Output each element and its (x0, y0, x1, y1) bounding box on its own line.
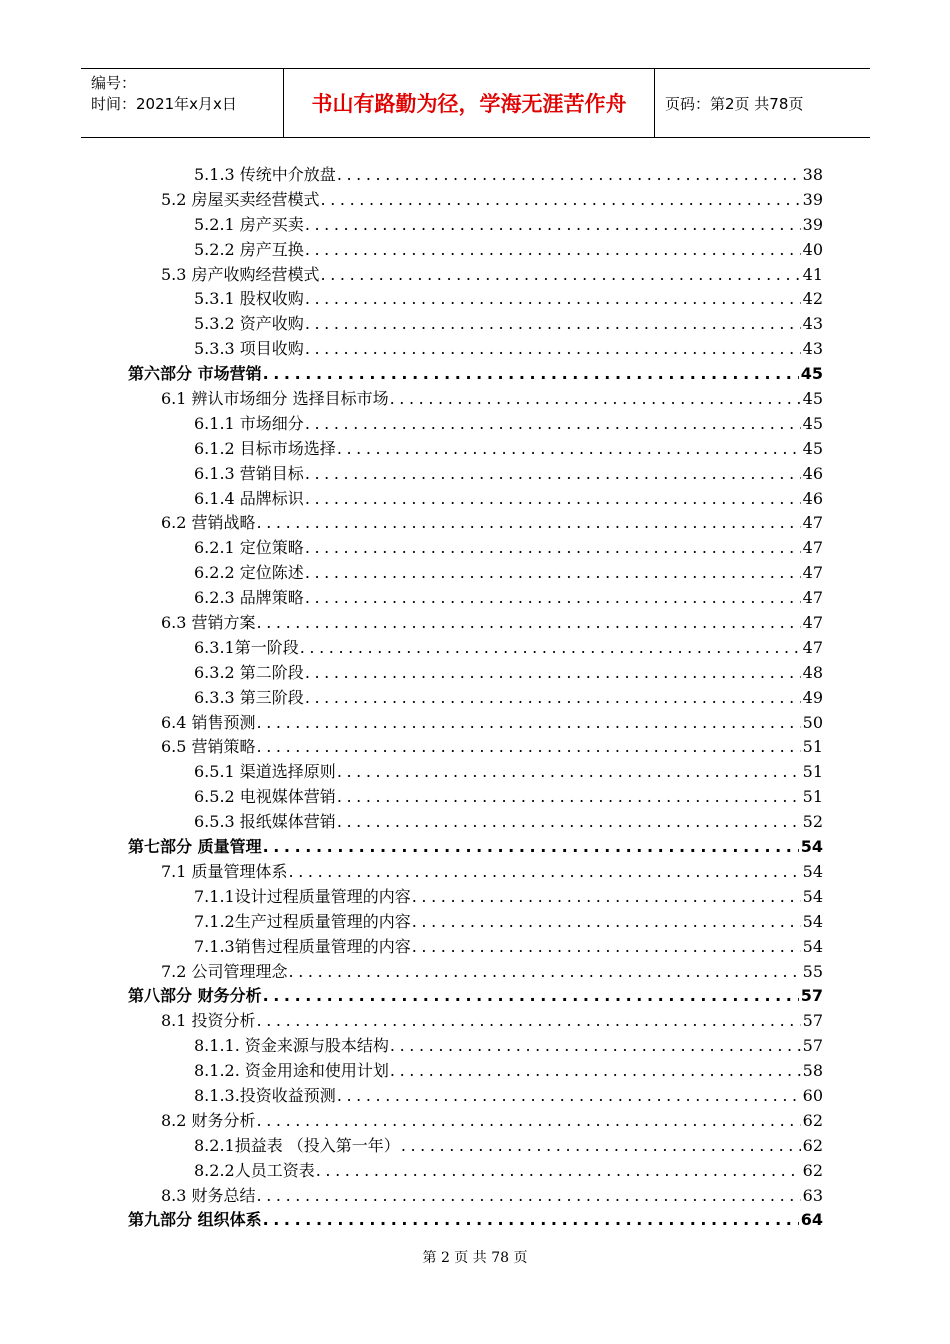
toc-dot-leader (257, 1186, 801, 1205)
toc-dot-leader (257, 613, 801, 632)
toc-entry[interactable] (128, 361, 823, 386)
toc-dot-leader (305, 339, 801, 358)
toc-entry[interactable] (128, 1083, 823, 1108)
toc-entry-title: 8.1 投资分析 (161, 1011, 256, 1031)
toc-entry-title: 5.3.2 资产收购 (194, 314, 304, 334)
toc-entry[interactable] (128, 1207, 823, 1232)
toc-dot-leader (390, 1061, 801, 1080)
toc-entry-page: 43 (802, 339, 823, 359)
toc-entry-page: 40 (802, 239, 823, 259)
toc-entry-page: 46 (802, 463, 823, 483)
toc-entry[interactable] (128, 734, 823, 759)
toc-entry-page: 47 (802, 637, 823, 657)
toc-entry-title: 8.1.1. 资金来源与股本结构 (194, 1036, 389, 1056)
toc-dot-leader (390, 389, 801, 408)
toc-entry-title: 8.2.1损益表 （投入第一年） (194, 1135, 400, 1155)
toc-entry[interactable] (128, 983, 823, 1008)
toc-dot-leader (257, 1111, 801, 1130)
toc-entry[interactable] (128, 1008, 823, 1033)
toc-entry-title: 7.1.1设计过程质量管理的内容 (194, 886, 411, 906)
toc-entry[interactable] (128, 411, 823, 436)
toc-dot-leader (305, 588, 801, 607)
toc-dot-leader (257, 713, 801, 732)
toc-entry-title: 6.1.2 目标市场选择 (194, 438, 336, 458)
toc-entry-title: 第八部分 财务分析 (128, 986, 262, 1006)
toc-entry-title: 7.1.3销售过程质量管理的内容 (194, 936, 411, 956)
toc-entry-title: 5.3.1 股权收购 (194, 289, 304, 309)
toc-entry[interactable] (128, 585, 823, 610)
toc-entry[interactable] (128, 237, 823, 262)
toc-entry-page: 52 (802, 812, 823, 832)
toc-entry[interactable] (128, 336, 823, 361)
toc-dot-leader (289, 862, 801, 881)
toc-entry-page: 39 (802, 214, 823, 234)
toc-entry[interactable] (128, 212, 823, 237)
toc-entry[interactable] (128, 535, 823, 560)
toc-entry[interactable] (128, 162, 823, 187)
toc-dot-leader (321, 265, 801, 284)
toc-entry-page: 62 (802, 1110, 823, 1130)
toc-entry-title: 7.1.2生产过程质量管理的内容 (194, 911, 411, 931)
toc-entry-page: 42 (802, 289, 823, 309)
toc-dot-leader (390, 1036, 801, 1055)
toc-dot-leader (305, 215, 801, 234)
page-header (81, 68, 870, 138)
toc-entry-title: 8.1.2. 资金用途和使用计划 (194, 1061, 389, 1081)
toc-entry[interactable] (128, 784, 823, 809)
toc-entry-page: 57 (800, 986, 823, 1006)
toc-entry-title: 5.1.3 传统中介放盘 (194, 165, 336, 184)
doc-date-label: 时间：2021年x月x日 (91, 95, 237, 113)
toc-dot-leader (337, 439, 801, 458)
toc-entry-title: 第六部分 市场营销 (128, 364, 262, 384)
doc-number-label: 编号： (91, 74, 137, 92)
toc-entry-title: 5.2 房屋买卖经营模式 (161, 189, 320, 209)
toc-entry[interactable] (128, 386, 823, 411)
toc-entry-title: 6.3.2 第二阶段 (194, 662, 304, 682)
toc-dot-leader (305, 289, 801, 308)
toc-entry-title: 8.2.2人员工资表 (194, 1160, 315, 1180)
toc-dot-leader (305, 464, 801, 483)
toc-dot-leader (337, 812, 801, 831)
toc-entry-title: 6.5.3 报纸媒体营销 (194, 812, 336, 832)
toc-dot-leader (263, 364, 799, 383)
toc-entry[interactable] (128, 635, 823, 660)
toc-entry[interactable] (128, 909, 823, 934)
toc-entry-title: 6.1.3 营销目标 (194, 463, 304, 483)
toc-dot-leader (337, 165, 801, 184)
toc-entry-page: 58 (802, 1061, 823, 1081)
toc-dot-leader (289, 962, 801, 981)
toc-entry-title: 6.1.1 市场细分 (194, 413, 304, 433)
toc-dot-leader (305, 314, 801, 333)
toc-entry-page: 57 (802, 1036, 823, 1056)
toc-dot-leader (305, 663, 801, 682)
toc-entry-title: 第七部分 质量管理 (128, 837, 262, 857)
toc-entry-page: 55 (802, 961, 823, 981)
toc-entry[interactable] (128, 560, 823, 585)
toc-dot-leader (305, 240, 801, 259)
toc-entry-page: 63 (802, 1185, 823, 1205)
toc-entry[interactable] (128, 809, 823, 834)
toc-entry[interactable] (128, 187, 823, 212)
toc-entry[interactable] (128, 311, 823, 336)
toc-entry-title: 6.1.4 品牌标识 (194, 488, 304, 508)
toc-entry-page: 39 (802, 189, 823, 209)
toc-entry-page: 51 (802, 737, 823, 757)
header-page-info: 页码：第2页 共78页 (665, 94, 804, 113)
toc-entry-title: 6.2.3 品牌策略 (194, 588, 304, 608)
toc-entry-page: 50 (802, 712, 823, 732)
toc-dot-leader (321, 190, 801, 209)
toc-entry-page: 45 (802, 389, 823, 409)
toc-entry-title: 6.5 营销策略 (161, 737, 256, 757)
toc-entry[interactable] (128, 859, 823, 884)
toc-dot-leader (305, 538, 801, 557)
toc-dot-leader (337, 762, 801, 781)
toc-entry-page: 45 (802, 438, 823, 458)
toc-entry[interactable] (128, 1033, 823, 1058)
toc-entry-page: 49 (802, 687, 823, 707)
toc-entry[interactable] (128, 461, 823, 486)
toc-dot-leader (300, 638, 801, 657)
toc-entry[interactable] (128, 1058, 823, 1083)
toc-entry-title: 5.2.1 房产买卖 (194, 214, 304, 234)
header-meta-cell (81, 69, 284, 137)
toc-entry-title: 6.1 辨认市场细分 选择目标市场 (161, 389, 389, 409)
toc-dot-leader (305, 414, 801, 433)
toc-entry-page: 57 (802, 1011, 823, 1031)
toc-entry-page: 47 (802, 513, 823, 533)
toc-entry-title: 6.5.2 电视媒体营销 (194, 787, 336, 807)
toc-entry-page: 62 (802, 1160, 823, 1180)
toc-entry-page: 41 (802, 264, 823, 284)
header-motto: 书山有路勤为径，学海无涯苦作舟 (284, 69, 655, 137)
toc-dot-leader (257, 513, 801, 532)
toc-entry-title: 5.2.2 房产互换 (194, 239, 304, 259)
toc-dot-leader (263, 986, 799, 1005)
table-of-contents (128, 162, 823, 1232)
toc-entry[interactable] (128, 1133, 823, 1158)
toc-dot-leader (263, 837, 799, 856)
toc-entry-page: 45 (800, 364, 823, 384)
toc-entry-page: 54 (802, 911, 823, 931)
toc-dot-leader (305, 688, 801, 707)
toc-dot-leader (412, 887, 801, 906)
toc-entry[interactable] (128, 1158, 823, 1183)
toc-entry-title: 8.2 财务分析 (161, 1110, 256, 1130)
toc-dot-leader (305, 563, 801, 582)
toc-entry[interactable] (128, 610, 823, 635)
toc-entry-page: 64 (800, 1210, 823, 1230)
toc-entry-title: 6.4 销售预测 (161, 712, 256, 732)
toc-entry-page: 62 (802, 1135, 823, 1155)
toc-entry-page: 46 (802, 488, 823, 508)
toc-dot-leader (412, 937, 801, 956)
toc-dot-leader (337, 787, 801, 806)
toc-dot-leader (257, 1011, 801, 1030)
toc-dot-leader (257, 737, 801, 756)
toc-entry-title: 8.3 财务总结 (161, 1185, 256, 1205)
toc-dot-leader (316, 1161, 801, 1180)
toc-entry-title: 6.3 营销方案 (161, 613, 256, 633)
toc-entry[interactable] (128, 685, 823, 710)
toc-entry-page: 45 (802, 413, 823, 433)
toc-entry-title: 6.2.2 定位陈述 (194, 563, 304, 583)
toc-entry[interactable] (128, 710, 823, 735)
page-footer: 第 2 页 共 78 页 (422, 1250, 528, 1266)
toc-entry-title: 5.3 房产收购经营模式 (161, 264, 320, 284)
toc-entry-page: 51 (802, 787, 823, 807)
toc-entry-page: 48 (802, 662, 823, 682)
toc-entry-page: 43 (802, 314, 823, 334)
toc-entry[interactable] (128, 759, 823, 784)
toc-entry[interactable] (128, 884, 823, 909)
toc-entry-page: 60 (802, 1085, 823, 1105)
toc-entry-title: 第九部分 组织体系 (128, 1210, 262, 1230)
toc-entry-page: 47 (802, 563, 823, 583)
toc-entry-title: 7.1 质量管理体系 (161, 861, 288, 881)
toc-entry-title: 6.2.1 定位策略 (194, 538, 304, 558)
toc-dot-leader (337, 1086, 801, 1105)
toc-entry[interactable] (128, 1183, 823, 1208)
toc-entry-page: 47 (802, 538, 823, 558)
toc-entry-page: 38 (802, 165, 823, 184)
toc-entry-title: 6.2 营销战略 (161, 513, 256, 533)
toc-entry-page: 54 (800, 837, 823, 857)
toc-dot-leader (401, 1136, 801, 1155)
toc-entry-page: 47 (802, 613, 823, 633)
toc-entry-title: 6.5.1 渠道选择原则 (194, 762, 336, 782)
toc-entry-page: 47 (802, 588, 823, 608)
toc-entry-page: 51 (802, 762, 823, 782)
toc-entry-page: 54 (802, 936, 823, 956)
toc-entry[interactable] (128, 934, 823, 959)
toc-dot-leader (263, 1210, 799, 1229)
toc-entry[interactable] (128, 286, 823, 311)
toc-entry-title: 6.3.3 第三阶段 (194, 687, 304, 707)
toc-entry[interactable] (128, 959, 823, 984)
toc-entry[interactable] (128, 834, 823, 859)
toc-entry-title: 6.3.1第一阶段 (194, 637, 299, 657)
toc-entry-title: 5.3.3 项目收购 (194, 339, 304, 359)
toc-entry-title: 7.2 公司管理理念 (161, 961, 288, 981)
toc-entry[interactable] (128, 660, 823, 685)
toc-entry-page: 54 (802, 886, 823, 906)
toc-entry-title: 8.1.3.投资收益预测 (194, 1085, 336, 1105)
toc-dot-leader (305, 489, 801, 508)
toc-entry-page: 54 (802, 861, 823, 881)
toc-entry[interactable] (128, 436, 823, 461)
toc-entry[interactable] (128, 262, 823, 287)
toc-entry[interactable] (128, 486, 823, 511)
toc-dot-leader (412, 912, 801, 931)
toc-entry[interactable] (128, 510, 823, 535)
toc-entry[interactable] (128, 1108, 823, 1133)
